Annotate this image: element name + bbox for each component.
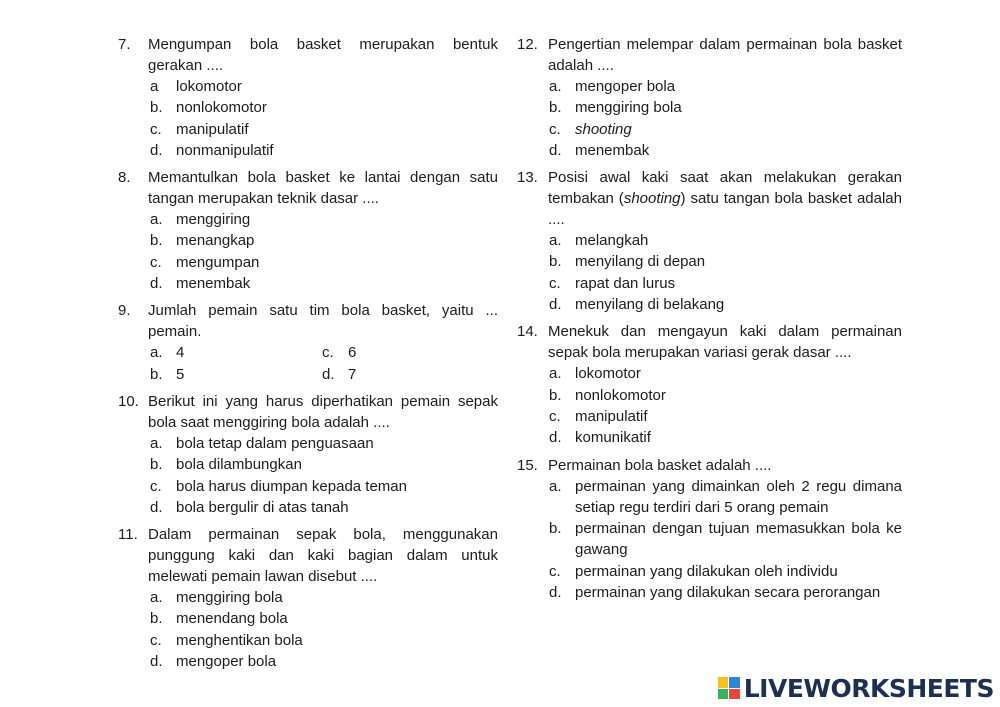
option-letter: c.: [549, 562, 561, 580]
options-list: [150, 209, 498, 294]
option-c[interactable]: [150, 119, 498, 140]
question-stem: Pengertian melempar dalam permainan bola basket adalah ....: [548, 36, 902, 74]
options-list: [150, 587, 498, 672]
option-text: manipulatif: [575, 407, 648, 425]
option-a[interactable]: [150, 342, 322, 363]
option-letter: d.: [549, 141, 562, 159]
question-number: 14.: [517, 323, 538, 341]
option-text: bola harus diumpan kepada teman: [176, 477, 407, 495]
option-text: menyilang di belakang: [575, 296, 725, 314]
options-list: [150, 433, 498, 518]
option-text: rapat dan lurus: [575, 274, 676, 292]
question-15: [517, 455, 902, 604]
option-letter: b.: [150, 232, 163, 250]
option-letter: a.: [549, 477, 562, 495]
option-letter: c.: [150, 120, 162, 138]
option-d[interactable]: [549, 140, 902, 161]
option-text: lokomotor: [575, 365, 641, 383]
question-14: [517, 321, 902, 448]
question-stem: Menekuk dan mengayun kaki dalam permainan sepak bola merupakan variasi gerak dasar ....: [548, 323, 902, 362]
option-d[interactable]: [150, 273, 498, 294]
question-stem: Memantulkan bola basket ke lantai dengan satu tangan merupakan teknik dasar ....: [148, 169, 498, 208]
option-b[interactable]: [549, 97, 902, 118]
option-letter: a.: [549, 78, 562, 95]
option-d[interactable]: [549, 427, 902, 448]
option-text: 5: [176, 365, 185, 383]
option-b[interactable]: [549, 385, 902, 406]
option-c[interactable]: [150, 630, 498, 651]
question-number: 11.: [118, 526, 138, 544]
question-7: [118, 34, 498, 161]
question-8: [118, 167, 498, 294]
option-c[interactable]: [549, 119, 902, 140]
option-letter: d.: [150, 498, 163, 516]
liveworksheets-footer[interactable]: [718, 673, 994, 703]
option-text: lokomotor: [176, 78, 242, 95]
option-letter: d.: [322, 365, 335, 383]
option-letter: c.: [549, 274, 561, 292]
option-d[interactable]: [150, 497, 498, 518]
question-10: [118, 391, 498, 518]
option-letter: a.: [150, 589, 163, 607]
option-letter: b.: [549, 253, 562, 271]
option-text: menembak: [575, 141, 650, 159]
option-text: permainan yang dilakukan secara perorangan: [575, 584, 881, 602]
option-letter: d.: [150, 141, 163, 159]
logo-tile-icon: [718, 677, 729, 688]
option-text: bola bergulir di atas tanah: [176, 498, 349, 516]
option-b[interactable]: [549, 518, 902, 561]
option-c[interactable]: [322, 342, 442, 363]
option-text: menyilang di depan: [575, 253, 706, 271]
options-list: [549, 76, 902, 161]
option-text: permainan dengan tujuan memasukkan bola ke gawang: [575, 520, 902, 559]
option-letter: b.: [150, 610, 163, 628]
question-number: 10.: [118, 392, 139, 410]
option-text: bola tetap dalam penguasaan: [176, 434, 374, 452]
option-d[interactable]: [549, 294, 902, 315]
options-list: [549, 363, 902, 448]
question-stem: Dalam permainan sepak bola, menggunakan punggung kaki dan kaki bagian dalam untuk melewati pemain lawan disebut ....: [148, 526, 498, 586]
option-text: menggiring: [176, 211, 251, 229]
question-stem: Berikut ini yang harus diperhatikan pemain sepak bola saat menggiring bola adalah ....: [148, 392, 498, 431]
option-letter: c.: [150, 253, 162, 271]
stem-italic-term: shooting: [623, 190, 681, 208]
options-list: [150, 76, 498, 161]
option-letter: b.: [549, 520, 562, 538]
option-letter: b.: [150, 365, 163, 383]
option-a[interactable]: [549, 476, 902, 519]
question-stem: [548, 167, 902, 230]
option-letter: a.: [549, 232, 562, 250]
option-text: menangkap: [176, 232, 255, 250]
logo-tile-icon: [729, 689, 740, 700]
option-text: komunikatif: [575, 429, 651, 447]
options-list: [549, 230, 902, 315]
question-stem: Mengumpan bola basket merupakan bentuk gerakan ....: [148, 36, 498, 74]
option-b[interactable]: [150, 364, 322, 385]
question-12: [517, 34, 902, 161]
option-a[interactable]: [150, 209, 498, 230]
logo-tile-icon: [718, 689, 729, 700]
option-letter: a.: [549, 365, 562, 383]
question-9: [118, 300, 498, 385]
option-letter: d.: [150, 653, 163, 671]
option-text: menggiring bola: [575, 99, 682, 117]
option-b[interactable]: [150, 230, 498, 251]
right-column: [517, 34, 902, 609]
option-d[interactable]: [150, 651, 498, 672]
question-stem: Jumlah pemain satu tim bola basket, yaitu ... pemain.: [148, 302, 498, 341]
option-text: menggiring bola: [176, 589, 283, 607]
option-text: mengoper bola: [176, 653, 277, 671]
option-text: melangkah: [575, 232, 649, 250]
option-text: permainan yang dilakukan oleh individu: [575, 562, 838, 580]
option-letter: d.: [150, 275, 163, 293]
option-letter: d.: [549, 296, 562, 314]
option-text: bola dilambungkan: [176, 456, 302, 474]
option-text: nonlokomotor: [176, 99, 267, 117]
question-number: 8.: [118, 169, 131, 187]
option-d[interactable]: [150, 140, 498, 161]
question-number: 12.: [517, 36, 538, 53]
option-letter: c.: [549, 120, 561, 138]
option-text: nonlokomotor: [575, 386, 666, 404]
option-letter: d.: [549, 584, 562, 602]
option-text: menghentikan bola: [176, 631, 303, 649]
option-text: permainan yang dimainkan oleh 2 regu dimana setiap regu terdiri dari 5 orang pemain: [575, 477, 902, 516]
option-letter: c.: [549, 407, 561, 425]
question-number: 13.: [517, 169, 538, 187]
option-c[interactable]: [150, 252, 498, 273]
option-text: 7: [348, 365, 357, 383]
option-c[interactable]: [549, 406, 902, 427]
option-a[interactable]: [150, 433, 498, 454]
options-grid: [150, 342, 498, 385]
option-text: 6: [348, 344, 357, 362]
option-d[interactable]: [322, 364, 442, 385]
option-letter: a.: [150, 211, 163, 229]
option-letter: b.: [549, 99, 562, 117]
question-13: [517, 167, 902, 315]
option-letter: b.: [150, 99, 163, 117]
liveworksheets-logo-icon: [718, 677, 740, 699]
option-a[interactable]: [549, 230, 902, 251]
question-number: 15.: [517, 456, 538, 474]
option-text: manipulatif: [176, 120, 249, 138]
question-number: 9.: [118, 302, 131, 320]
option-text: 4: [176, 344, 185, 362]
option-a[interactable]: [549, 363, 902, 384]
option-text: menembak: [176, 275, 251, 293]
left-column: [118, 34, 498, 678]
question-11: [118, 524, 498, 672]
liveworksheets-brand: LIVEWORKSHEETS: [743, 673, 994, 703]
option-letter: a.: [150, 434, 163, 452]
option-letter: d.: [549, 429, 562, 447]
stem-part: ) satu tangan bola basket adalah ....: [548, 190, 902, 229]
stem-part: Posisi awal kaki saat akan melakukan gerakan tembakan (: [548, 169, 902, 208]
option-text: mengoper bola: [575, 78, 676, 95]
option-a[interactable]: [150, 76, 498, 97]
question-stem: Permainan bola basket adalah ....: [548, 456, 772, 474]
option-letter: a.: [150, 344, 163, 362]
option-c[interactable]: [549, 561, 902, 582]
option-c[interactable]: [150, 476, 498, 497]
option-letter: c.: [322, 344, 334, 362]
option-text: menendang bola: [176, 610, 288, 628]
logo-tile-icon: [729, 677, 740, 688]
option-letter: a: [150, 78, 159, 95]
option-text: shooting: [575, 120, 632, 138]
option-a[interactable]: [150, 587, 498, 608]
option-text: nonmanipulatif: [176, 141, 274, 159]
option-b[interactable]: [150, 97, 498, 118]
option-letter: c.: [150, 631, 162, 649]
option-b[interactable]: [549, 251, 902, 272]
option-d[interactable]: [549, 582, 902, 603]
option-c[interactable]: [549, 273, 902, 294]
option-letter: c.: [150, 477, 162, 495]
option-text: mengumpan: [176, 253, 260, 271]
option-b[interactable]: [150, 454, 498, 475]
option-letter: b.: [150, 456, 163, 474]
option-letter: b.: [549, 386, 562, 404]
option-a[interactable]: [549, 76, 902, 97]
options-list: [549, 476, 902, 604]
option-b[interactable]: [150, 608, 498, 629]
question-number: 7.: [118, 36, 131, 53]
